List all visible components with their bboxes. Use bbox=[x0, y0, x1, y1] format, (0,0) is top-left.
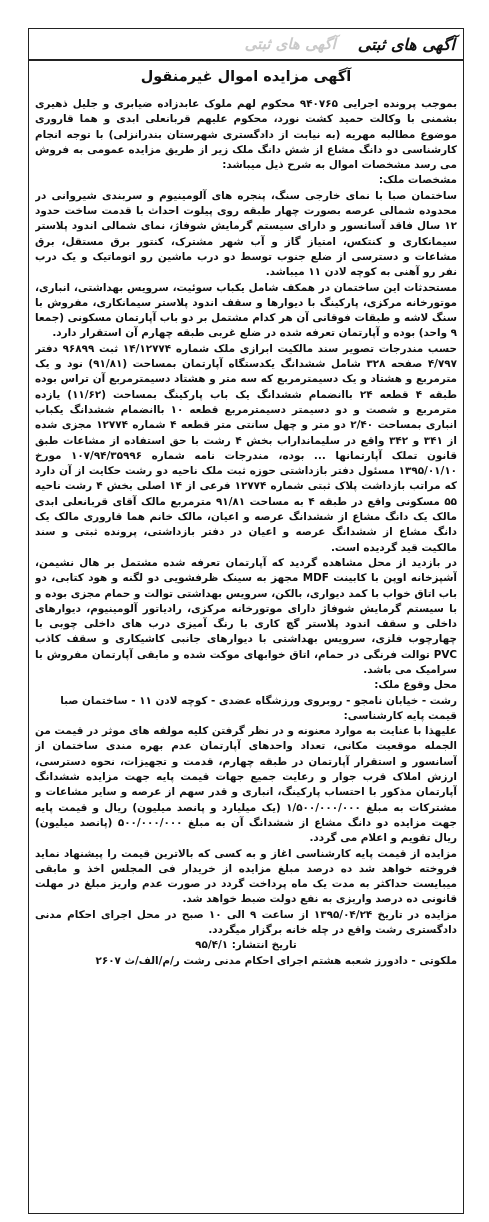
auction-date-paragraph: مزایده در تاریخ ۱۳۹۵/۰۴/۲۴ از ساعت ۹ الی ۱۰ صبح در محل اجرای احکام مدنی دادگستری رشت واقع در چله خانه برگزار میگردد. bbox=[35, 908, 457, 937]
valuation-paragraph: علیهذا با عنایت به موارد معنونه و در نظر گرفتن کلیه مولفه های موثر در قیمت من الجمله موقعیت مکانی، تعداد واحدهای آپارتمان عدم بهره مندی ساختمان از آسانسور و استقرار آپارتمان در طبقه چهارم، قدمت و تجهیزات، نحوه دسترسی، ارزش املاک قرب جوار و رعایت جمیع جهات قیمت پایه جهت مزایده ششدانگ آپارتمان مذکور با احتساب پارکینگ، انباری و قدر سهم از عرصه و سایر مشاعات و مشترکات به مبلغ ۱/۵۰۰/۰۰۰/۰۰۰ (یک میلیارد و پانصد میلیون) ریال و قیمت پایه جهت مزایده دو دانگ مشاع از ششدانگ آن به مبلغ ۵۰۰/۰۰۰/۰۰۰ (پانصد میلیون) ریال تقویم و اعلام می گردد. bbox=[35, 725, 457, 845]
section-label-ghost: آگهی های ثبتی bbox=[244, 35, 336, 53]
location-heading: محل وقوع ملک: bbox=[374, 679, 457, 692]
signature: ملکوتی - دادورز شعبه هشتم اجرای احکام مدنی رشت ر/م/الف/ث ۲۶۰۷ bbox=[95, 954, 457, 967]
building-units-description: مستحدثات این ساختمان در همکف شامل یکباب سوئیت، سرویس بهداشتی، انباری، موتورخانه مرکزی، پارکینگ با دیوارها و سقف اندود پلاستر سیمانکاری، مفروش با سنگ لاشه و طبقات فوقانی آن هر کدام مشتمل بر دو باب آپارتمان مسکونی (جمعا ۹ واحد) بوده و آپارتمان تعرفه شده در ضلع غربی طبقه چهارم آن استقرار دارد. bbox=[35, 281, 457, 340]
notice-frame bbox=[28, 28, 464, 1214]
location-address: رشت - خیابان نامجو - روبروی ورزشگاه عضدی - کوچه لادن ۱۱ - ساختمان صبا bbox=[60, 694, 457, 707]
notice-header bbox=[29, 29, 463, 61]
building-description: ساختمان صبا با نمای خارجی سنگ، پنجره های آلومینیوم و سربندی شیروانی در محدوده شمالی عرصه بصورت چهار طبقه روی پیلوت احداث با قدمت ساخت حدود ۱۲ سال فاقد آسانسور و دارای سیستم گرمایش شوفاژ، نمای شمالی اندود پلاستر سیمانکاری و کنتکس، امتیاز گاز و آب شهر مشترک، کنتور برق مستقل، برق مشاعات و دسترسی از ضلع جنوب توسط دو درب ماشین رو اتوماتیک و یک درب نفر رو آهنی به کوچه لادن ۱۱ میباشد. bbox=[35, 189, 457, 279]
base-price-heading: قیمت پایه کارشناسی: bbox=[343, 709, 457, 722]
section-label: آگهی های ثبتی bbox=[357, 34, 455, 54]
intro-paragraph: بموجب پرونده اجرایی ۹۴۰۷۶۵ محکوم لهم ملوک عابدزاده ضیابری و جلیل ذهیری بشمنی با وکالت حمید کشت نورد، محکوم علیهم قربانعلی ابدی و هما قاروری موضوع مطالبه مهریه (به نیابت از دادگستری شهرستان بندرانزلی) با توجه انجام کارشناسی دو دانگ مشاع از شش دانگ ملک زیر از طریق مزایده عمومی به فروش می رسد مشخصات اموال به شرح ذیل میباشد: bbox=[35, 98, 457, 172]
notice-body bbox=[35, 97, 457, 1207]
auction-terms-paragraph: مزایده از قیمت پایه کارشناسی اغاز و به کسی که بالاترین قیمت را پیشنهاد نماید فروخته خواهد شد ده درصد مبلغ مزایده از خریدار فی المجلس اخذ و مابقی میبایست حداکثر به مدت یک ماه پرداخت گردد در صورت عدم واریز مبلغ در مهلت قانونی ده درصد واریزی به نفع دولت ضبط خواهد شد. bbox=[35, 847, 457, 906]
ownership-deed-paragraph: حسب مندرجات تصویر سند مالکیت ابرازی ملک شماره ۱۴/۱۲۷۷۴ ثبت ۹۶۸۹۹ دفتر ۴/۷۹۷ صفحه ۳۲۸ شامل ششدانگ یکدستگاه آپارتمان بمساحت (۹۱/۸۱) نود و یک مترمربع و هشتاد و یک دسیمترمربع که سه متر و هشتاد دسیمترمربع آن تراس بوده طبقه ۴ قطعه ۲۴ باانضمام ششدانگ یک باب پارکینگ بمساحت (۱۱/۶۲) یازده مترمربع و شصت و دو دسیمتر دسیمترمربع قطعه ۱۰ باانضمام ششدانگ یکباب انباری بمساحت ۲/۴۰ دو متر و چهل سانتی متر قطعه ۴ شماره ۱۲۷۷۴ مجزی شده از ۳۴۱ و ۳۴۲ واقع در سلیمانداراب بخش ۴ رشت با حق استفاده از مشاعات طبق قانون تملک آپارتمانها ... بوده، مندرجات نامه شماره ۱۰۷/۹۴/۳۵۹۹۶ مورخ ۱۳۹۵/۰۱/۱۰ مسئول دفتر بازداشتی حوزه ثبت ملک ناحیه دو رشت حکایت از آن دارد که مراتب بازداشت پلاک ثبتی شماره ۱۲۷۷۴ فرعی از ۱۴ اصلی بخش ۴ رشت ناحیه ۵۵ مسکونی واقع در طبقه ۴ به مساحت ۹۱/۸۱ مترمربع مالک آقای قربانعلی ابدی مالک یک دانگ مشاع از ششدانگ عرصه و اعیان، مالک خانم هما قاروری مالک یک دانگ مشاع از ششدانگ عرصه و اعیان در دفتر بازداشتی، پرونده ثبتی و سند مالکیت قید گردیده است. bbox=[35, 342, 457, 554]
inspection-paragraph: در بازدید از محل مشاهده گردید که آپارتمان تعرفه شده مشتمل بر هال نشیمن، آشپزخانه اوپن با کابینت MDF مجهز به سینک ظرفشویی دو لگنه و هود کتابی، دو باب اتاق خواب با کمد دیواری، بالکن، سرویس بهداشتی توالت و حمام مجزی بوده و با سیستم گرمایش شوفاژ دارای موتورخانه مرکزی، رادیاتور آلومینیوم، دیوارهای داخلی و سقف اندود پلاستر گچ کاری با رنگ آمیزی درب های داخلی چوبی با چهارچوب فلزی، سرویس بهداشتی با دیوارهای جانبی کاشیکاری و سقف کاذب PVC توالت فرنگی در حمام، اتاق خوابهای موکت شده و مابقی آپارتمان مفروش با سرامیک می باشد. bbox=[35, 556, 457, 676]
property-specs-heading: مشخصات ملک: bbox=[378, 174, 457, 187]
notice-title: آگهی مزایده اموال غیرمنقول bbox=[140, 69, 352, 85]
publish-date: تاریخ انتشار: ۹۵/۴/۱ bbox=[195, 939, 297, 952]
